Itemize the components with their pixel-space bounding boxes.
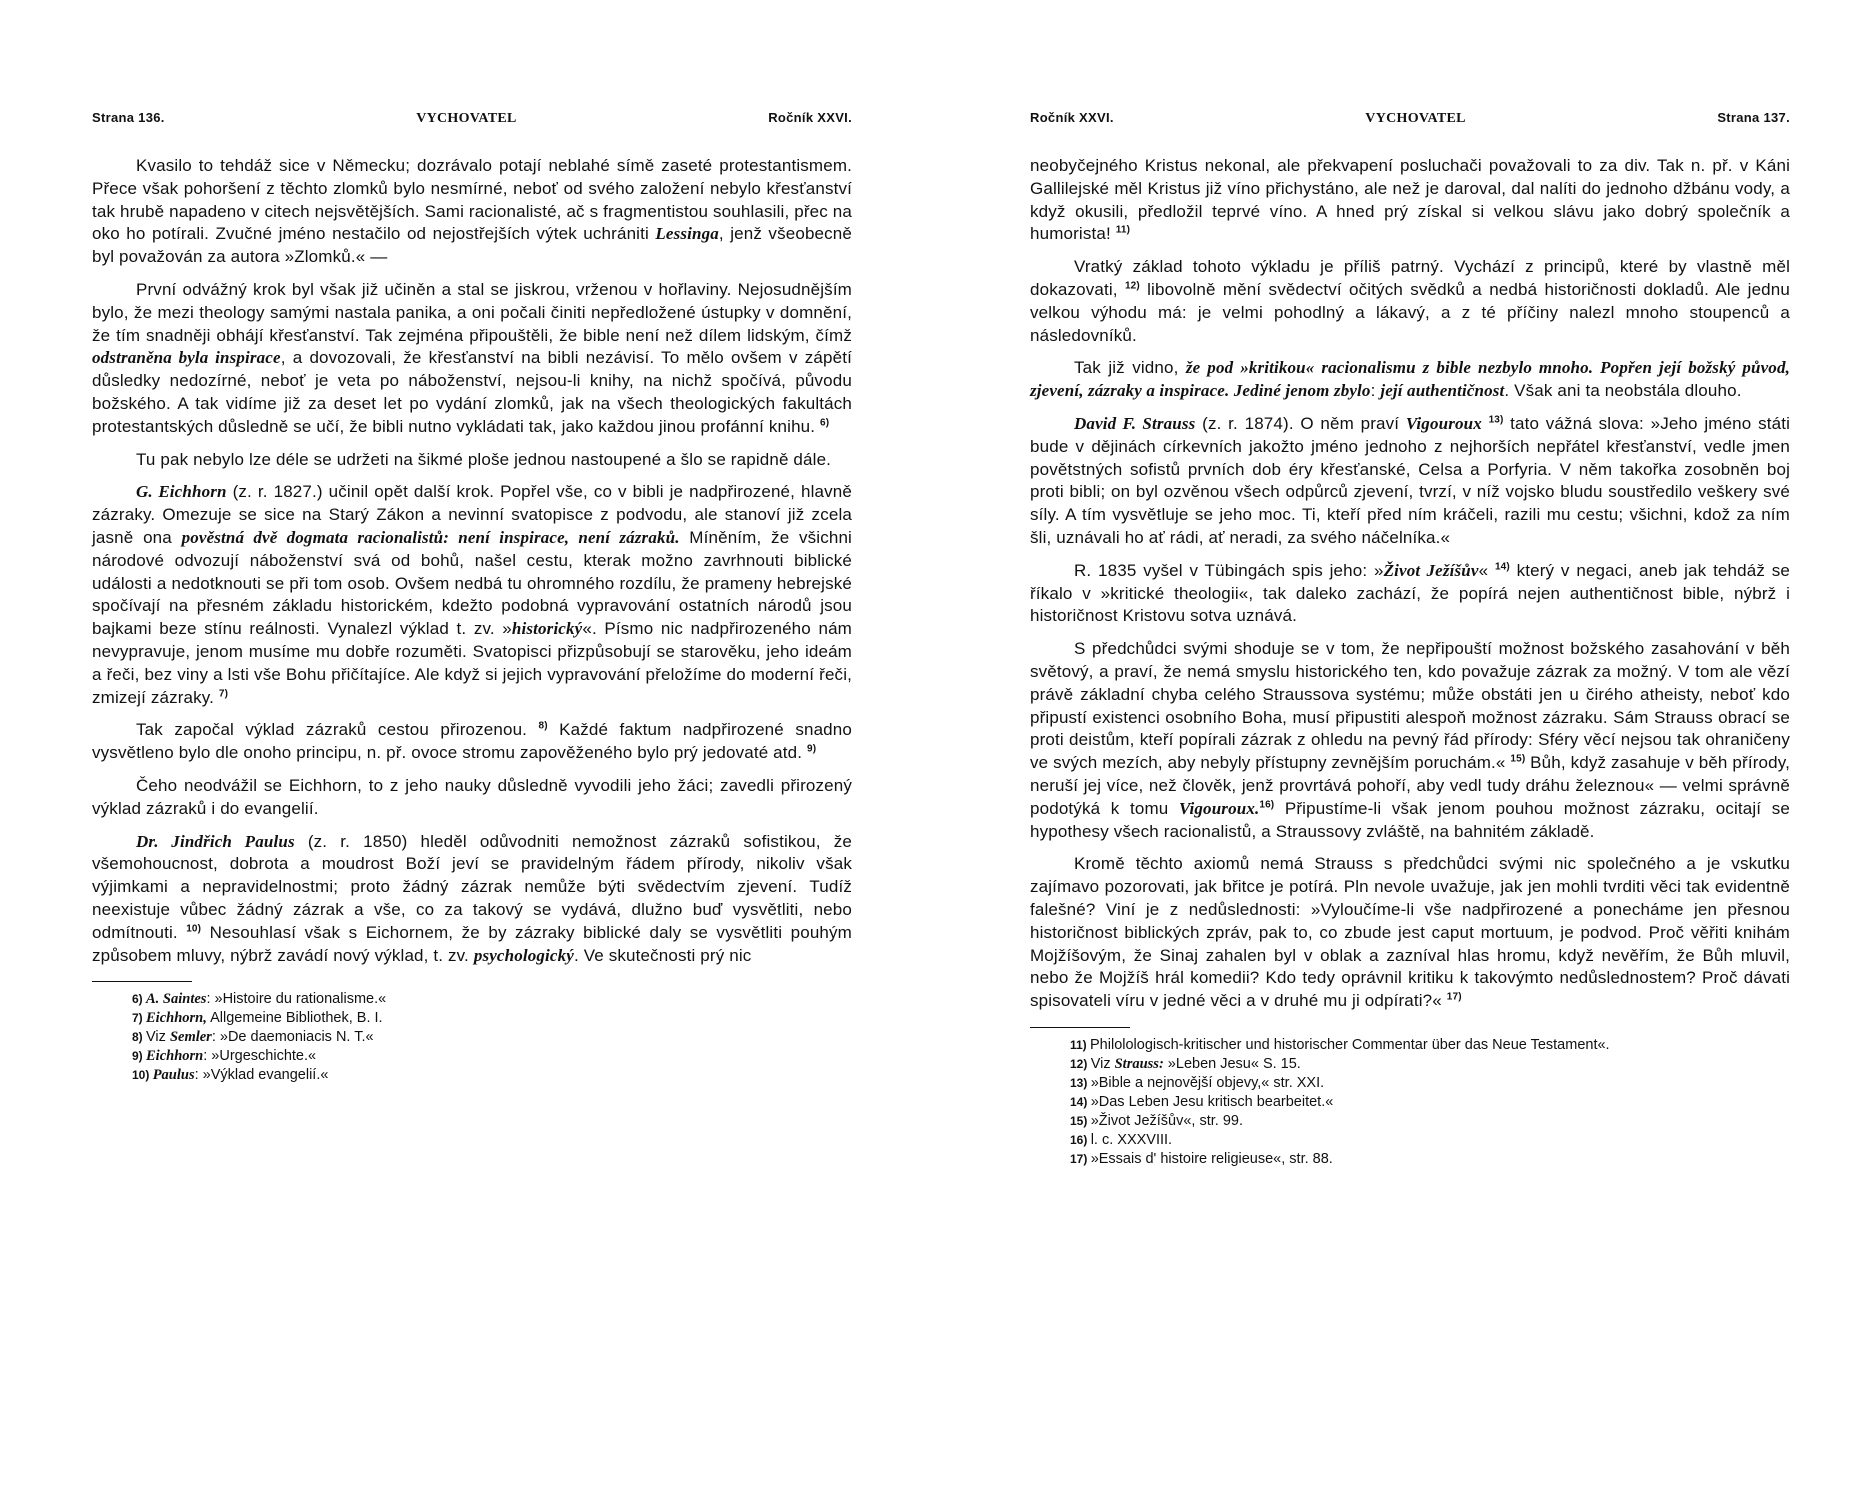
footnote-number: 13) <box>1070 1075 1091 1090</box>
text-run: Tak započal výklad zázraků cestou přirozenou. <box>136 720 539 740</box>
paragraph <box>92 719 852 765</box>
text-run: Bůh, když zasahuje v běh přírody, neruší jej více, než člověk, jenž provrtává pohoří, aby vedl tudy dráhu železnou« — velmi správně podotýká k tomu <box>1030 753 1790 818</box>
emphasized-text: Strauss: <box>1114 1055 1164 1072</box>
text-run: První odvážný krok byl však již učiněn a stal se jiskrou, vrženou v hořlaviny. Nejosudnějším bylo, že mezi theology samými nastala panika, a oni počali činiti nepředložené ústupky v domnění, že tím snadněji obhájí křesťanství. Tak zejména připouštěli, že bible není než dílem lidským, čímž <box>92 279 852 345</box>
text-run: Připustíme-li však jenom pouhou možnost zázraku, ocitají se hypothesy všech racionalistů, a Straussovy zvláště, na bahnitém základě. <box>1030 798 1790 841</box>
footnote <box>1070 1036 1790 1055</box>
left-page <box>92 110 852 1085</box>
right-page-number: Strana 137. <box>1717 110 1790 125</box>
text-run: (z. r. 1874). O něm praví <box>1195 413 1406 433</box>
footnote-number: 16) <box>1070 1132 1091 1147</box>
footnote-reference: 9) <box>807 743 817 755</box>
text-run: »Život Ježíšův«, str. 99. <box>1090 1112 1244 1129</box>
text-run: Viz <box>146 1029 170 1046</box>
footnote-reference: 16) <box>1259 799 1275 811</box>
emphasized-text: pověstná dvě dogmata racionalistů: není inspirace, není zázraků. <box>181 527 680 547</box>
emphasized-text: Lessinga <box>655 224 719 244</box>
text-run: »Essais d' histoire religieuse«, str. 88. <box>1090 1150 1333 1167</box>
text-run: « <box>1478 560 1495 580</box>
text-run: Philolologisch-kritischer und historischer Commentar über das Neue Testament«. <box>1090 1036 1610 1053</box>
paragraph <box>1030 256 1790 347</box>
footnote-reference: 12) <box>1124 280 1140 292</box>
footnote <box>1070 1074 1790 1093</box>
right-footnotes <box>1030 1036 1790 1169</box>
right-page-header <box>1030 110 1790 127</box>
emphasized-text: A. Saintes <box>146 991 207 1008</box>
paragraph <box>1030 853 1790 1013</box>
footnote <box>1070 1150 1790 1169</box>
right-volume: Ročník XXVI. <box>1030 110 1114 125</box>
footnote <box>1070 1112 1790 1131</box>
footnote-number: 7) <box>132 1011 147 1026</box>
paragraph <box>1030 413 1790 550</box>
footnote-reference: 6) <box>820 417 830 429</box>
right-body-text <box>1030 155 1790 1013</box>
text-run: Míněním, že všichni národové odvozují náboženství svá od bohů, našel cestu, kterak možno zavrhnouti biblické události a nedotknouti se při tom osob. Ovšem nedbá tu ohromného rozdílu, že prameny hebrejské spočívají na přesném základu historickém, kdežto podobná vypravování ostatních národů jsou bajkami beze stínu reálnosti. Vynalezl výklad t. zv. » <box>92 527 852 639</box>
text-run: . Však ani ta neobstála dlouho. <box>1504 381 1742 401</box>
text-run <box>1482 414 1489 433</box>
footnote-reference: 13) <box>1488 414 1504 426</box>
text-run: Čeho neodvážil se Eichhorn, to z jeho nauky důsledně vyvodili jeho žáci; zavedli přirozený výklad zázraků i do evangelií. <box>92 775 852 818</box>
emphasized-text: G. Eichhorn <box>136 482 227 502</box>
emphasized-text: historický <box>511 619 583 639</box>
left-page-number: Strana 136. <box>92 110 165 125</box>
text-run: (z. r. 1850) hleděl odůvodniti nemožnost zázraků sofistikou, že všemohoucnost, dobrota a moudrost Boží jeví se pravidelným řádem přírody, nikoliv však výjimkami a nepravidelnostmi; proto žádný zázrak nemůže býti svědectvím zjevení. Tudíž neexistuje vůbec žádný zázrak a vše, co za takový se vydává, dlužno buď vysvětliti, nebo odmítnouti. <box>92 831 852 942</box>
left-volume: Ročník XXVI. <box>768 110 852 125</box>
paragraph <box>92 279 852 439</box>
footnote-reference: 11) <box>1115 224 1131 236</box>
footnote <box>132 990 852 1009</box>
text-run: Kromě těchto axiomů nemá Strauss s předchůdci svými nic společného a je vskutku zajímavo pozorovati, jak břitce je potírá. Pln nevole uvažuje, jak jen mohli tvrditi věci tak evidentně falešné? Viní je z nedůslednosti: »Vyloučíme-li vše nadpřirozené a ponecháme jen přesnou historičnost biblických zpráv, pak to, co zbude jest caput mortuum, je podvod. Proč věřiti knihám Mojžíšovým, že Sinaj zahalen byl v oblak a zazníval hlas hromu, když nevěřím, že Bůh mluvil, nebo že Mojžíš hrál komedii? Kdo tedy oprávnil kritiku k takovýmto nedůslednostem? Proč dávati spisovateli víru v jedné věci a v druhé mu ji odpírati?« <box>1030 854 1790 1011</box>
left-footnote-rule <box>92 981 192 982</box>
text-run: : <box>1370 381 1381 401</box>
text-run: »Leben Jesu« S. 15. <box>1163 1055 1301 1072</box>
text-run: neobyčejného Kristus nekonal, ale překvapení posluchači považovali to za div. Tak n. př. v Káni Gallilejské měl Kristus již víno přichystáno, ale než je daroval, dal nalíti do jednoho džbánu vody, a když okusili, předložil teprvé víno. A hned prý získal si velkou slávu jako dobrý společník a humorista! <box>1030 156 1790 244</box>
paragraph <box>92 449 852 472</box>
right-running-title: VYCHOVATEL <box>1365 111 1466 126</box>
emphasized-text: Semler <box>169 1029 212 1046</box>
paragraph <box>1030 560 1790 628</box>
footnote-number: 17) <box>1070 1151 1091 1166</box>
right-footnote-rule <box>1030 1027 1130 1028</box>
text-run: Tu pak nebylo lze déle se udržeti na šikmé ploše jednou nastoupené a šlo se rapidně dále. <box>136 449 832 469</box>
footnote <box>1070 1131 1790 1150</box>
left-footnotes <box>92 990 852 1085</box>
text-run: : »De daemoniacis N. T.« <box>211 1029 374 1046</box>
emphasized-text: Vigouroux <box>1405 413 1482 433</box>
paragraph <box>92 155 852 269</box>
text-run: Kvasilo to tehdáž sice v Německu; dozrávalo potají neblahé símě zaseté protestantismem. Přece však pohoršení z těchto zlomků bylo nesmírné, neboť od svého založení nebylo křesťanství tak hrubě napadeno v citech nejsvětějších. Sami racionalisté, ač s fragmentistou souhlasili, přec na oko ho potírali. Zvučné jméno nestačilo od nejostřejších výtek uchrániti <box>92 156 852 244</box>
paragraph <box>1030 155 1790 246</box>
footnote-reference: 7) <box>218 687 229 699</box>
emphasized-text: Paulus <box>152 1067 195 1084</box>
footnote-reference: 14) <box>1494 561 1510 573</box>
text-run: . Ve skutečnosti prý nic <box>573 945 752 965</box>
emphasized-text: odstraněna byla inspirace <box>92 348 281 368</box>
emphasized-text: psychologický <box>473 945 574 965</box>
footnote <box>132 1028 852 1047</box>
text-run: Nesouhlasí však s Eichornem, že by zázraky biblické daly se vysvětliti pouhým způsobem mluvy, nýbrž zavádí nový výklad, t. zv. <box>92 922 852 965</box>
paragraph <box>92 775 852 821</box>
left-page-header <box>92 110 852 127</box>
footnote <box>132 1066 852 1085</box>
paragraph <box>92 481 852 709</box>
text-run: : »Výklad evangelií.« <box>194 1067 329 1084</box>
footnote-number: 8) <box>132 1030 147 1045</box>
footnote-number: 9) <box>132 1049 147 1064</box>
footnote-reference: 8) <box>538 720 548 732</box>
emphasized-text: že pod »kritikou« racionalismu z bible nezbylo mnoho. Popřen její božský původ, zjevení, zázraky a inspirace. Jediné jenom zbylo <box>1030 358 1790 401</box>
text-run: který v negaci, aneb jak tehdáž se říkalo v »kritické theologii«, tak daleko zachází, že popírá nejen authentičnost bible, nýbrž i historičnost Kristovu sotva uznává. <box>1030 560 1791 626</box>
text-run: : »Histoire du rationalisme.« <box>206 991 387 1008</box>
text-run: »Das Leben Jesu kritisch bearbeitet.« <box>1090 1093 1334 1110</box>
emphasized-text: David F. Strauss <box>1074 413 1196 433</box>
paragraph <box>92 831 852 968</box>
footnote <box>1070 1093 1790 1112</box>
footnote <box>132 1009 852 1028</box>
text-run: Allgemeine Bibliothek, B. I. <box>206 1010 383 1027</box>
text-run: Tak již vidno, <box>1074 358 1186 378</box>
text-run: »Bible a nejnovější objevy,« str. XXI. <box>1090 1074 1325 1091</box>
footnote <box>1070 1055 1790 1074</box>
footnote-number: 11) <box>1070 1037 1091 1052</box>
text-run: R. 1835 vyšel v Tübingách spis jeho: » <box>1074 560 1384 580</box>
emphasized-text: Eichhorn <box>146 1048 204 1065</box>
text-run: , jenž všeobecně byl považován za autora »Zlomků.« — <box>92 224 853 267</box>
text-run: libovolně mění svědectví očitých svědků a nedbá historičnosti dokladů. Ale jednu velkou výhodu má: je velmi pohodlný a lákavý, a z té příčiny nalezl mnoho stoupenců a následovníků. <box>1030 279 1790 345</box>
text-run: (z. r. 1827.) učinil opět další krok. Popřel vše, co v bibli je nadpřirozené, hlavně zázraky. Omezuje se sice na Starý Zákon a nevinní svatopisce z podvodu, ale stanoví již zcela jasně ona <box>92 482 852 547</box>
paragraph <box>1030 357 1790 403</box>
emphasized-text: Vigouroux. <box>1178 798 1260 818</box>
footnote-reference: 15) <box>1510 753 1526 765</box>
left-body-text <box>92 155 852 967</box>
left-running-title: VYCHOVATEL <box>416 111 517 126</box>
right-page <box>1030 110 1790 1169</box>
emphasized-text: Eichhorn, <box>146 1010 207 1027</box>
emphasized-text: Dr. Jindřich Paulus <box>136 831 295 851</box>
footnote-number: 6) <box>132 992 147 1007</box>
footnote-reference: 17) <box>1446 991 1462 1003</box>
text-run: l. c. XXXVIII. <box>1090 1131 1173 1148</box>
footnote-number: 15) <box>1070 1113 1091 1128</box>
text-run: Viz <box>1090 1055 1115 1072</box>
footnote-number: 12) <box>1070 1056 1091 1071</box>
text-run: , a dovozovali, že křesťanství na bibli nezávisí. To mělo ovšem v zápětí důsledky nedozírné, neboť je veta po náboženství, nejsou-li knihy, na nichž spočívá, původu božského. A tak vidíme již za deset let po vydání zlomků, jak na všech theologických fakultách protestantských důsledně se učí, že bibli nutno vykládati tak, jako každou jinou profánní knihu. <box>92 348 852 436</box>
footnote-number: 10) <box>132 1068 153 1083</box>
emphasized-text: její authentičnost <box>1380 381 1505 401</box>
text-run: Každé faktum nadpřirozené snadno vysvětleno bylo dle onoho principu, n. př. ovoce stromu zapověženého bylo prý jedovaté atd. <box>92 720 852 763</box>
footnote-reference: 10) <box>186 923 202 935</box>
paragraph <box>1030 638 1790 843</box>
footnote <box>132 1047 852 1066</box>
text-run: tato vážná slova: »Jeho jméno státi bude v dějinách církevních jakožto jméno jednoho z nejhorších nepřátel křesťanství, vedle jmen povětstných sofistů prvních dob éry křesťanské, Celsa a Porfyria. V něm takořka zosobněn boj proti bibli; on byl ozvěnou všech odpůrců zjevení, tvrzí, v níž vojsko bludu soustředilo veškery své síly. A tím vysvětluje se jeho moc. Ti, kteří před ním kráčeli, razili mu cestu; všichni, kdož za ním šli, uznávali ho ať rádi, ať neradi, za svého náčelníka.« <box>1030 413 1791 547</box>
text-run: S předchůdci svými shoduje se v tom, že nepřipouští možnost božského zasahování v běh světový, a praví, že nemá smyslu historického ten, kdo považuje zázrak za možný. V tom ale vězí právě základní chyba celého Straussova systému; může obstáti jen u čirého atheisty, neboť kdo připustí existenci osobního Boha, musí připustiti alespoň možnost zázraku. Sám Strauss obrací se proti deistům, kteří popírali zázrak z ohledu na pevný řád přírody: Sféry věcí nejsou tak ohraničeny ve svých mezích, aby nebyly přístupny zevnějším poruchám.« <box>1030 639 1790 773</box>
text-run: Vratký základ tohoto výkladu je příliš patrný. Vychází z principů, které by vlastně měl dokazovati, <box>1030 257 1790 299</box>
emphasized-text: Život Ježíšův <box>1383 560 1479 580</box>
text-run: «. Písmo nic nadpřirozeného nám nevypravuje, jenom musíme mu dobře rozuměti. Svatopisci přizpůsobují se starověku, jeho ideám a řeči, bez viny a lsti vše Bohu přičítajíce. Ale když si jejich vypravování přeložíme do moderní řeči, zmizejí zázraky. <box>92 619 852 707</box>
footnote-number: 14) <box>1070 1094 1091 1109</box>
text-run: : »Urgeschichte.« <box>203 1048 317 1065</box>
